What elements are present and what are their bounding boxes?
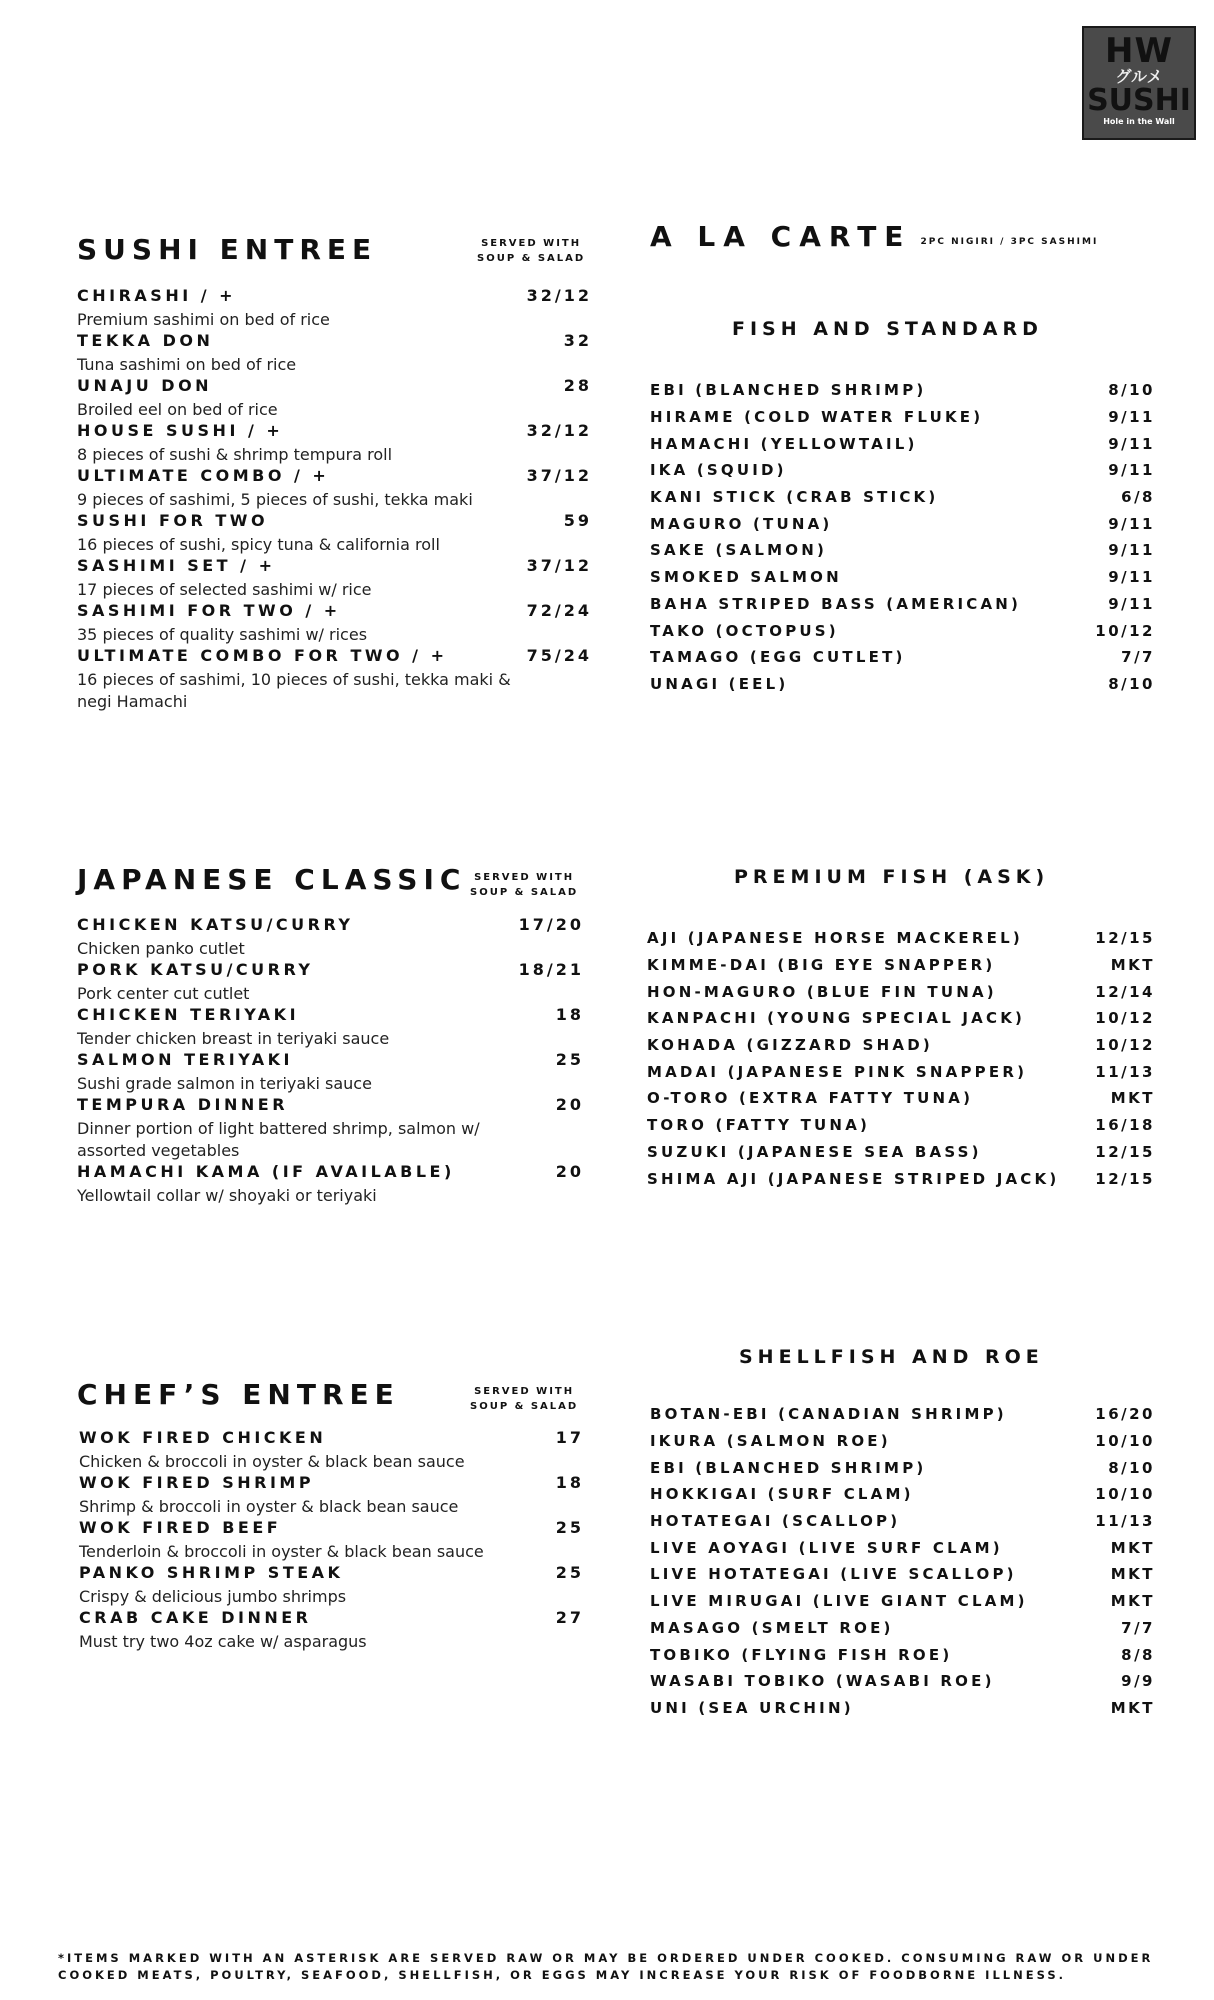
fish-item <box>650 1428 1155 1455</box>
menu-item-description: Chicken & broccoli in oyster & black bean sauce <box>79 1452 465 1471</box>
menu-item <box>77 1050 584 1095</box>
logo-line-3: SUSHI <box>1087 83 1191 118</box>
fish-item <box>650 1615 1155 1642</box>
menu-item <box>79 1473 584 1518</box>
menu-item-name: PANKO SHRIMP STEAK <box>79 1563 344 1582</box>
fish-item-price: 8/8 <box>1121 1645 1155 1664</box>
fish-item-name: HOKKIGAI (SURF CLAM) <box>650 1485 914 1504</box>
menu-item-price: 18 <box>555 1005 584 1024</box>
menu-item-price: 37/12 <box>526 466 592 485</box>
menu-item <box>77 1005 584 1050</box>
served-line-2: SOUP & SALAD <box>470 887 579 898</box>
menu-item-header <box>79 1563 584 1586</box>
menu-item <box>79 1563 584 1608</box>
menu-item-header <box>77 376 592 399</box>
fish-item-name: UNAGI (EEL) <box>650 674 789 693</box>
menu-item-name: WOK FIRED BEEF <box>79 1518 282 1537</box>
menu-item-price: 27 <box>555 1608 584 1627</box>
menu-item-description: 35 pieces of quality sashimi w/ rices <box>77 625 368 644</box>
menu-item <box>77 915 584 960</box>
menu-item-name: WOK FIRED CHICKEN <box>79 1428 327 1447</box>
menu-item-header <box>77 1050 584 1073</box>
menu-item-price: 25 <box>555 1050 584 1069</box>
fish-item-name: LIVE MIRUGAI (LIVE GIANT CLAM) <box>650 1592 1028 1611</box>
menu-item-name: PORK KATSU/CURRY <box>77 960 314 979</box>
fish-item-name: SAKE (SALMON) <box>650 541 828 560</box>
fish-item-name: LIVE HOTATEGAI (LIVE SCALLOP) <box>650 1565 1017 1584</box>
fish-item-price: 8/10 <box>1108 1458 1155 1477</box>
fish-item-price: 12/14 <box>1095 982 1155 1001</box>
menu-item-header <box>77 286 592 309</box>
fish-item-name: O-TORO (EXTRA FATTY TUNA) <box>647 1089 974 1108</box>
menu-item-header <box>77 511 592 534</box>
fish-item <box>650 644 1155 671</box>
menu-item-description: Broiled eel on bed of rice <box>77 400 278 419</box>
premium-fish-list <box>647 925 1155 1192</box>
fish-item <box>647 1139 1155 1166</box>
fish-item <box>650 564 1155 591</box>
menu-item-header <box>77 466 592 489</box>
fish-item-name: HIRAME (COLD WATER FLUKE) <box>650 408 984 427</box>
menu-item-name: CRAB CAKE DINNER <box>79 1608 312 1627</box>
fish-item-price: MKT <box>1110 956 1155 975</box>
fish-item-name: KANPACHI (YOUNG SPECIAL JACK) <box>647 1009 1026 1028</box>
fish-item-price: 12/15 <box>1095 1142 1155 1161</box>
fish-item-price: 10/10 <box>1095 1432 1155 1451</box>
menu-item-header <box>77 1095 584 1118</box>
fish-item <box>647 1085 1155 1112</box>
fish-item-price: 11/13 <box>1095 1512 1155 1531</box>
fish-item <box>647 952 1155 979</box>
menu-item <box>79 1428 584 1473</box>
fish-item-price: 9/11 <box>1108 461 1155 480</box>
fish-item-name: MASAGO (SMELT ROE) <box>650 1618 894 1637</box>
menu-item-name: ULTIMATE COMBO / + <box>77 466 330 485</box>
menu-item-price: 18/21 <box>518 960 584 979</box>
fish-item <box>650 1641 1155 1668</box>
fish-item <box>647 1005 1155 1032</box>
premium-fish-title: PREMIUM FISH (ASK) <box>734 866 1050 888</box>
fish-item-name: SHIMA AJI (JAPANESE STRIPED JACK) <box>647 1169 1060 1188</box>
menu-item-name: TEMPURA DINNER <box>77 1095 289 1114</box>
shellfish-roe-title: SHELLFISH AND ROE <box>739 1346 1044 1368</box>
fish-item <box>647 1058 1155 1085</box>
fish-standard-title: FISH AND STANDARD <box>732 318 1043 340</box>
logo-line-1: HW <box>1105 31 1173 71</box>
fish-item-name: TAKO (OCTOPUS) <box>650 621 839 640</box>
a-la-carte-subtitle: 2PC NIGIRI / 3PC SASHIMI <box>920 236 1099 247</box>
menu-item <box>77 1095 584 1162</box>
menu-item-description: 17 pieces of selected sashimi w/ rice <box>77 580 372 599</box>
raw-food-disclaimer: *ITEMS MARKED WITH AN ASTERISK ARE SERVED RAW OR MAY BE ORDERED UNDER COOKED. CONSUMING RAW OR UNDER COOKED MEATS, POULTRY, SEAFOOD, SHELLFISH, OR EGGS MAY INCREASE YOUR RISK OF FOODBORNE ILLNESS. <box>58 1951 1154 1982</box>
menu-item-header <box>79 1518 584 1541</box>
menu-item-price: 20 <box>555 1162 584 1181</box>
menu-item <box>79 1518 584 1563</box>
fish-item-name: MAGURO (TUNA) <box>650 514 833 533</box>
fish-item-price: MKT <box>1110 1698 1155 1717</box>
fish-item <box>647 925 1155 952</box>
menu-item-price: 32/12 <box>526 286 592 305</box>
menu-item-description: 16 pieces of sashimi, 10 pieces of sushi, tekka maki & negi Hamachi <box>77 670 511 711</box>
menu-item-name: SASHIMI FOR TWO / + <box>77 601 341 620</box>
menu-item-name: ULTIMATE COMBO FOR TWO / + <box>77 646 448 665</box>
fish-item-name: IKURA (SALMON ROE) <box>650 1432 891 1451</box>
menu-item <box>77 601 592 646</box>
menu-item <box>77 511 592 556</box>
fish-item-price: 10/10 <box>1095 1485 1155 1504</box>
japanese-classic-list <box>77 915 584 1207</box>
menu-item-name: HOUSE SUSHI / + <box>77 421 284 440</box>
fish-item <box>650 1588 1155 1615</box>
menu-item-header <box>79 1428 584 1451</box>
fish-item-name: IKA (SQUID) <box>650 461 787 480</box>
menu-item <box>79 1608 584 1653</box>
fish-item-name: SUZUKI (JAPANESE SEA BASS) <box>647 1142 982 1161</box>
fish-item <box>650 591 1155 618</box>
fish-item-name: EBI (BLANCHED SHRIMP) <box>650 381 927 400</box>
menu-item-description: Sushi grade salmon in teriyaki sauce <box>77 1074 372 1093</box>
fish-item-name: HAMACHI (YELLOWTAIL) <box>650 434 918 453</box>
chefs-entree-served-with <box>470 1384 578 1414</box>
menu-item-price: 75/24 <box>526 646 592 665</box>
menu-item-header <box>77 331 592 354</box>
fish-item <box>650 1668 1155 1695</box>
fish-item-price: 12/15 <box>1095 1169 1155 1188</box>
restaurant-logo <box>1082 26 1196 140</box>
menu-item-header <box>79 1608 584 1631</box>
fish-item <box>650 537 1155 564</box>
menu-item-price: 17/20 <box>518 915 584 934</box>
fish-item-price: 10/12 <box>1095 1036 1155 1055</box>
fish-item <box>650 404 1155 431</box>
a-la-carte-title: A LA CARTE <box>650 220 912 253</box>
fish-item <box>650 510 1155 537</box>
menu-item-description: Tender chicken breast in teriyaki sauce <box>77 1029 390 1048</box>
menu-item-description: Tuna sashimi on bed of rice <box>77 355 297 374</box>
fish-item <box>650 1481 1155 1508</box>
fish-item-name: MADAI (JAPANESE PINK SNAPPER) <box>647 1062 1028 1081</box>
fish-item <box>650 671 1155 698</box>
fish-item <box>650 1534 1155 1561</box>
fish-item-price: 6/8 <box>1121 488 1155 507</box>
served-line-2: SOUP & SALAD <box>470 1401 579 1412</box>
menu-item-header <box>77 556 592 579</box>
menu-item-name: CHICKEN KATSU/CURRY <box>77 915 354 934</box>
fish-item <box>650 1695 1155 1722</box>
menu-item-name: UNAJU DON <box>77 376 213 395</box>
fish-item-name: WASABI TOBIKO (WASABI ROE) <box>650 1672 995 1691</box>
fish-item-price: MKT <box>1110 1089 1155 1108</box>
sushi-entree-list <box>77 286 592 713</box>
fish-item-name: LIVE AOYAGI (LIVE SURF CLAM) <box>650 1538 1003 1557</box>
menu-item-price: 18 <box>555 1473 584 1492</box>
fish-item-price: 12/15 <box>1095 929 1155 948</box>
fish-item-name: HOTATEGAI (SCALLOP) <box>650 1512 901 1531</box>
menu-item-price: 59 <box>563 511 592 530</box>
logo-line-2: グルメ <box>1115 67 1163 86</box>
a-la-carte-header <box>650 220 1098 253</box>
menu-item-description: Tenderloin & broccoli in oyster & black bean sauce <box>79 1542 484 1561</box>
menu-item <box>77 286 592 331</box>
menu-item-name: HAMACHI KAMA (IF AVAILABLE) <box>77 1162 455 1181</box>
menu-item-description: Crispy & delicious jumbo shrimps <box>79 1587 347 1606</box>
menu-item-price: 32 <box>563 331 592 350</box>
menu-item-description: 16 pieces of sushi, spicy tuna & california roll <box>77 535 440 554</box>
fish-item <box>647 1165 1155 1192</box>
menu-item-name: CHIRASHI / + <box>77 286 237 305</box>
menu-item-name: SALMON TERIYAKI <box>77 1050 293 1069</box>
fish-item-price: MKT <box>1110 1592 1155 1611</box>
menu-item-description: Pork center cut cutlet <box>77 984 250 1003</box>
shellfish-roe-list <box>650 1401 1155 1721</box>
fish-item <box>647 1032 1155 1059</box>
menu-item-name: WOK FIRED SHRIMP <box>79 1473 315 1492</box>
menu-item-name: SUSHI FOR TWO <box>77 511 269 530</box>
fish-item-name: SMOKED SALMON <box>650 568 842 587</box>
fish-item <box>650 1401 1155 1428</box>
japanese-classic-title: JAPANESE CLASSIC <box>77 863 467 896</box>
japanese-classic-served-with <box>470 870 578 900</box>
menu-item-price: 37/12 <box>526 556 592 575</box>
fish-item-price: 9/11 <box>1108 514 1155 533</box>
menu-item-header <box>77 960 584 983</box>
menu-item-price: 25 <box>555 1518 584 1537</box>
fish-item-name: BAHA STRIPED BASS (AMERICAN) <box>650 594 1022 613</box>
menu-item-price: 72/24 <box>526 601 592 620</box>
menu-item-description: 8 pieces of sushi & shrimp tempura roll <box>77 445 393 464</box>
menu-item-name: TEKKA DON <box>77 331 214 350</box>
fish-item-name: AJI (JAPANESE HORSE MACKEREL) <box>647 929 1023 948</box>
fish-item-name: TOBIKO (FLYING FISH ROE) <box>650 1645 953 1664</box>
served-line-1: SERVED WITH <box>474 1386 575 1397</box>
fish-item-name: KIMME-DAI (BIG EYE SNAPPER) <box>647 956 996 975</box>
menu-item <box>77 421 592 466</box>
menu-item-header <box>77 646 592 669</box>
fish-item-name: HON-MAGURO (BLUE FIN TUNA) <box>647 982 997 1001</box>
fish-item <box>650 1508 1155 1535</box>
menu-item <box>77 556 592 601</box>
menu-item-name: SASHIMI SET / + <box>77 556 276 575</box>
menu-item-price: 28 <box>563 376 592 395</box>
menu-item-name: CHICKEN TERIYAKI <box>77 1005 300 1024</box>
fish-item-price: 7/7 <box>1121 1618 1155 1637</box>
served-line-2: SOUP & SALAD <box>477 253 586 264</box>
menu-item-header <box>79 1473 584 1496</box>
fish-item-price: 10/12 <box>1095 1009 1155 1028</box>
menu-item-description: Shrimp & broccoli in oyster & black bean sauce <box>79 1497 459 1516</box>
fish-item-price: 11/13 <box>1095 1062 1155 1081</box>
menu-item-header <box>77 1005 584 1028</box>
menu-item-price: 25 <box>555 1563 584 1582</box>
fish-item <box>647 978 1155 1005</box>
chefs-entree-list <box>79 1428 584 1653</box>
menu-item <box>77 466 592 511</box>
fish-item-name: EBI (BLANCHED SHRIMP) <box>650 1458 927 1477</box>
fish-item-price: MKT <box>1110 1538 1155 1557</box>
menu-item <box>77 1162 584 1207</box>
menu-item-price: 32/12 <box>526 421 592 440</box>
menu-item <box>77 376 592 421</box>
served-line-1: SERVED WITH <box>474 872 575 883</box>
fish-item-price: 9/11 <box>1108 541 1155 560</box>
fish-item-price: 9/9 <box>1121 1672 1155 1691</box>
fish-item-price: 8/10 <box>1108 674 1155 693</box>
logo-line-4: Hole in the Wall <box>1103 117 1175 126</box>
menu-item-price: 17 <box>555 1428 584 1447</box>
fish-item <box>650 484 1155 511</box>
menu-item-header <box>77 421 592 444</box>
menu-item-header <box>77 1162 584 1185</box>
fish-item-price: 8/10 <box>1108 381 1155 400</box>
fish-standard-list <box>650 377 1155 697</box>
fish-item-price: MKT <box>1110 1565 1155 1584</box>
fish-item-name: TAMAGO (EGG CUTLET) <box>650 648 906 667</box>
menu-item-header <box>77 915 584 938</box>
menu-item-description: Must try two 4oz cake w/ asparagus <box>79 1632 367 1651</box>
fish-item-price: 16/20 <box>1095 1405 1155 1424</box>
fish-item-price: 9/11 <box>1108 568 1155 587</box>
fish-item-price: 7/7 <box>1121 648 1155 667</box>
fish-item-price: 16/18 <box>1095 1116 1155 1135</box>
fish-item <box>650 377 1155 404</box>
chefs-entree-title: CHEF’S ENTREE <box>77 1378 400 1411</box>
sushi-entree-title: SUSHI ENTREE <box>77 233 378 266</box>
fish-item <box>650 430 1155 457</box>
sushi-entree-served-with <box>477 236 585 266</box>
menu-item-description: Yellowtail collar w/ shoyaki or teriyaki <box>77 1186 377 1205</box>
fish-item <box>650 457 1155 484</box>
menu-item-description: Dinner portion of light battered shrimp, salmon w/ assorted vegetables <box>77 1119 480 1160</box>
fish-item <box>647 1112 1155 1139</box>
menu-item-description: Chicken panko cutlet <box>77 939 245 958</box>
menu-item <box>77 646 592 713</box>
fish-item-name: KANI STICK (CRAB STICK) <box>650 488 939 507</box>
fish-item-price: 9/11 <box>1108 434 1155 453</box>
menu-item <box>77 331 592 376</box>
fish-item <box>650 1561 1155 1588</box>
menu-item <box>77 960 584 1005</box>
menu-item-header <box>77 601 592 624</box>
fish-item-name: UNI (SEA URCHIN) <box>650 1698 854 1717</box>
menu-item-description: Premium sashimi on bed of rice <box>77 310 330 329</box>
fish-item-price: 9/11 <box>1108 594 1155 613</box>
menu-item-description: 9 pieces of sashimi, 5 pieces of sushi, tekka maki <box>77 490 473 509</box>
menu-item-price: 20 <box>555 1095 584 1114</box>
fish-item-name: KOHADA (GIZZARD SHAD) <box>647 1036 933 1055</box>
fish-item <box>650 617 1155 644</box>
fish-item-name: TORO (FATTY TUNA) <box>647 1116 871 1135</box>
fish-item-price: 10/12 <box>1095 621 1155 640</box>
fish-item <box>650 1454 1155 1481</box>
fish-item-price: 9/11 <box>1108 408 1155 427</box>
fish-item-name: BOTAN-EBI (CANADIAN SHRIMP) <box>650 1405 1007 1424</box>
served-line-1: SERVED WITH <box>481 238 582 249</box>
